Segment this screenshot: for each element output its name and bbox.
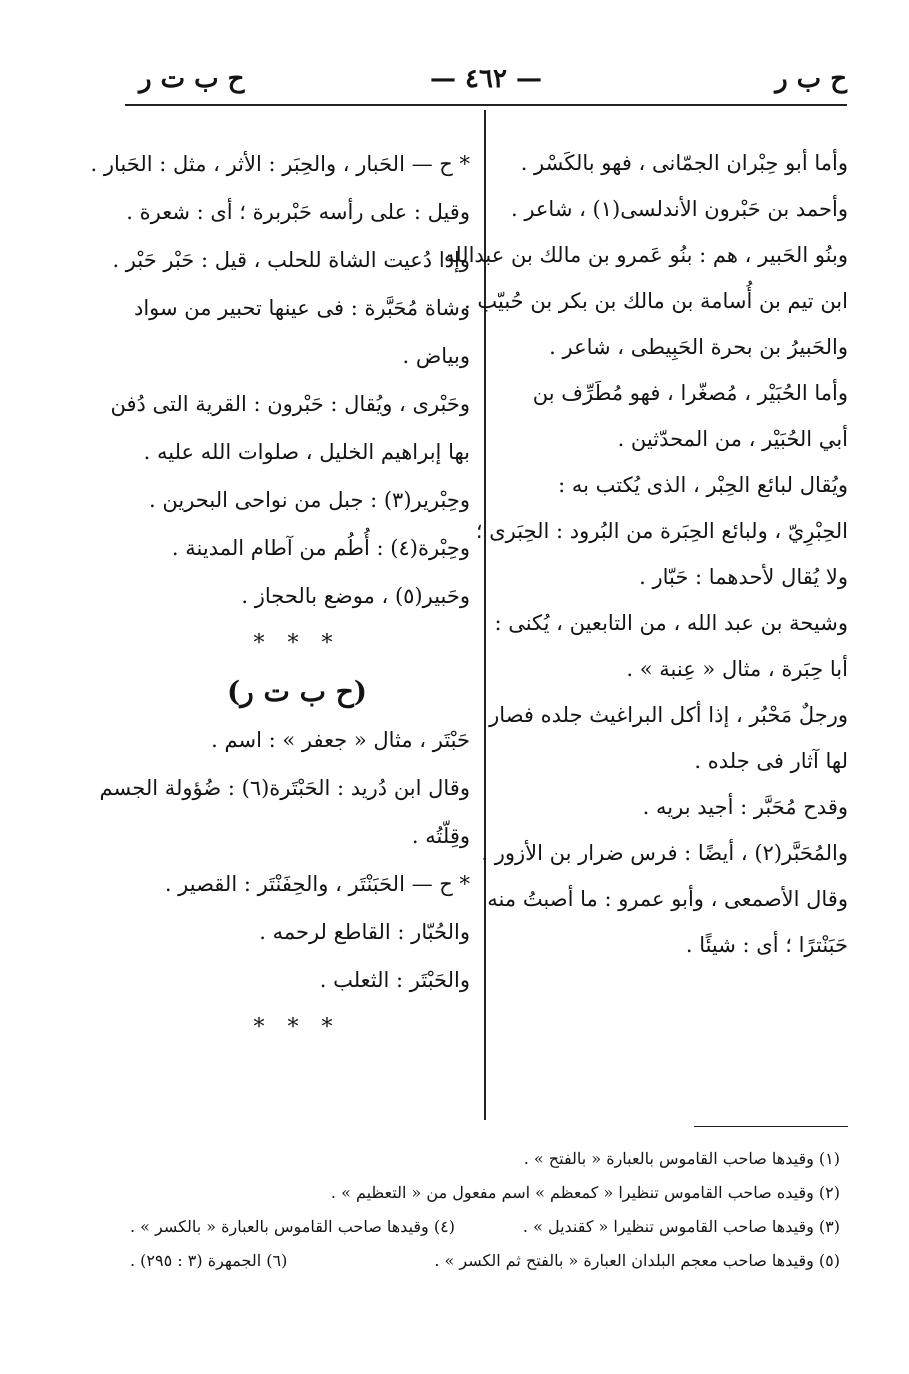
section-title: (ح ب ت ر) — [226, 675, 368, 708]
text-line: والحُبّار : القاطع لرحمه . — [259, 920, 470, 944]
text-line: حَبْتَر ، مثال « جعفر » : اسم . — [211, 728, 470, 752]
header-root-right: ح ب ر — [775, 64, 847, 94]
footnote-2: (٢) وقيده صاحب القاموس تنظيرا « كمعظم » اسم مفعول من « التعظيم » . — [330, 1183, 840, 1202]
text-line: وإذا دُعيت الشاة للحلب ، قيل : حَبْر حَبْر . — [112, 248, 470, 272]
text-line: ولا يُقال لأحدهما : حَبّار . — [639, 565, 848, 589]
left-column — [90, 140, 470, 1052]
text-line: وأما الحُبَيْر ، مُصغّرا ، فهو مُطَرِّف بن — [532, 381, 848, 405]
text-line: وبياض . — [402, 344, 470, 368]
text-line: ورجلٌ مَحْبُر ، إذا أكل البراغيث جلده فصار — [489, 703, 848, 727]
text-line: والمُحَبَّر(٢) ، أيضًا : فرس ضرار بن الأزور . — [481, 841, 848, 865]
section-separator: * * * — [253, 1015, 341, 1040]
text-line: وقال الأصمعى ، وأبو عمرو : ما أصبتُ منه — [487, 887, 848, 911]
text-line: ويُقال لبائع الحِبْر ، الذى يُكتب به : — [558, 473, 848, 497]
text-line: وشاة مُحَبَّرة : فى عينها تحبير من سواد — [133, 296, 470, 320]
footnote-4: (٤) وقيدها صاحب القاموس بالعبارة « بالكسر » . — [130, 1217, 455, 1236]
text-line: وحَبير(٥) ، موضع بالحجاز . — [241, 584, 470, 608]
text-line: لها آثار فى جلده . — [694, 749, 848, 773]
header-root-left: ح ب ت ر — [139, 64, 245, 94]
text-line: وأما أبو حِبْران الجمّانى ، فهو بالكَسْر . — [520, 151, 848, 175]
footnote-row — [130, 1244, 840, 1278]
header-rule — [125, 104, 847, 106]
text-line: الحِبْرِيّ ، ولبائع الحِبَرة من البُرود : الحِبَرى ؛ — [475, 519, 848, 543]
text-line: وحِبْرير(٣) : جبل من نواحى البحرين . — [149, 488, 470, 512]
text-line: وحِبْرة(٤) : أُطُم من آطام المدينة . — [171, 536, 470, 560]
footnote-3: (٣) وقيدها صاحب القاموس تنظيرا « كقنديل » . — [522, 1217, 840, 1236]
right-column — [443, 140, 848, 968]
text-line: وقيل : على رأسه حَبْربرة ؛ أى : شعرة . — [126, 200, 470, 224]
footnote-row — [130, 1210, 840, 1244]
text-line: والحَبيرُ بن بحرة الحَبِيطى ، شاعر . — [549, 335, 848, 359]
section-separator: * * * — [253, 631, 341, 656]
footnote-5: (٥) وقيدها صاحب معجم البلدان العبارة « بالفتح ثم الكسر » . — [434, 1251, 840, 1270]
text-line: * ح — الحَبَنْتَر ، والحِفَنْتَر : القصير . — [164, 872, 470, 896]
footnotes — [130, 1142, 840, 1278]
text-line: وبنُو الحَبير ، هم : بنُو عَمرو بن مالك بن عبدالله — [443, 243, 848, 267]
text-line: وقِلّتُه . — [411, 824, 470, 848]
text-line: ابن تيم بن أُسامة بن مالك بن بكر بن حُبيّب . — [464, 289, 848, 313]
text-line: والحَبْتَر : الثعلب . — [319, 968, 470, 992]
footnote-rule — [694, 1126, 848, 1127]
text-line: وقال ابن دُريد : الحَبْتَرة(٦) : ضُؤولة الجسم — [99, 776, 470, 800]
footnote-1: (١) وقيدها صاحب القاموس بالعبارة « بالفتح » . — [523, 1149, 840, 1168]
text-line: وأحمد بن حَبْرون الأندلسى(١) ، شاعر . — [510, 197, 848, 221]
text-line: وشيحة بن عبد الله ، من التابعين ، يُكنى : — [494, 611, 848, 635]
text-line: * ح — الحَبار ، والحِبَر : الأثر ، مثل : الحَبار . — [90, 152, 470, 176]
page-header — [125, 58, 847, 102]
text-line: وقدح مُحَبَّر : أجيد بريه . — [642, 795, 848, 819]
text-line: بها إبراهيم الخليل ، صلوات الله عليه . — [143, 440, 470, 464]
text-line: أبا حِبَرة ، مثال « عِنبة » . — [626, 657, 848, 681]
text-line: وحَبْرى ، ويُقال : حَبْرون : القرية التى دُفن — [110, 392, 470, 416]
footnote-6: (٦) الجمهرة (٣ : ٢٩٥) . — [130, 1251, 288, 1270]
text-line: أبي الحُبَيْر ، من المحدّثين . — [617, 427, 848, 451]
text-line: حَبَنْترًا ؛ أى : شيئًا . — [685, 933, 848, 957]
page-number: — ٤٦٢ — — [429, 64, 543, 94]
